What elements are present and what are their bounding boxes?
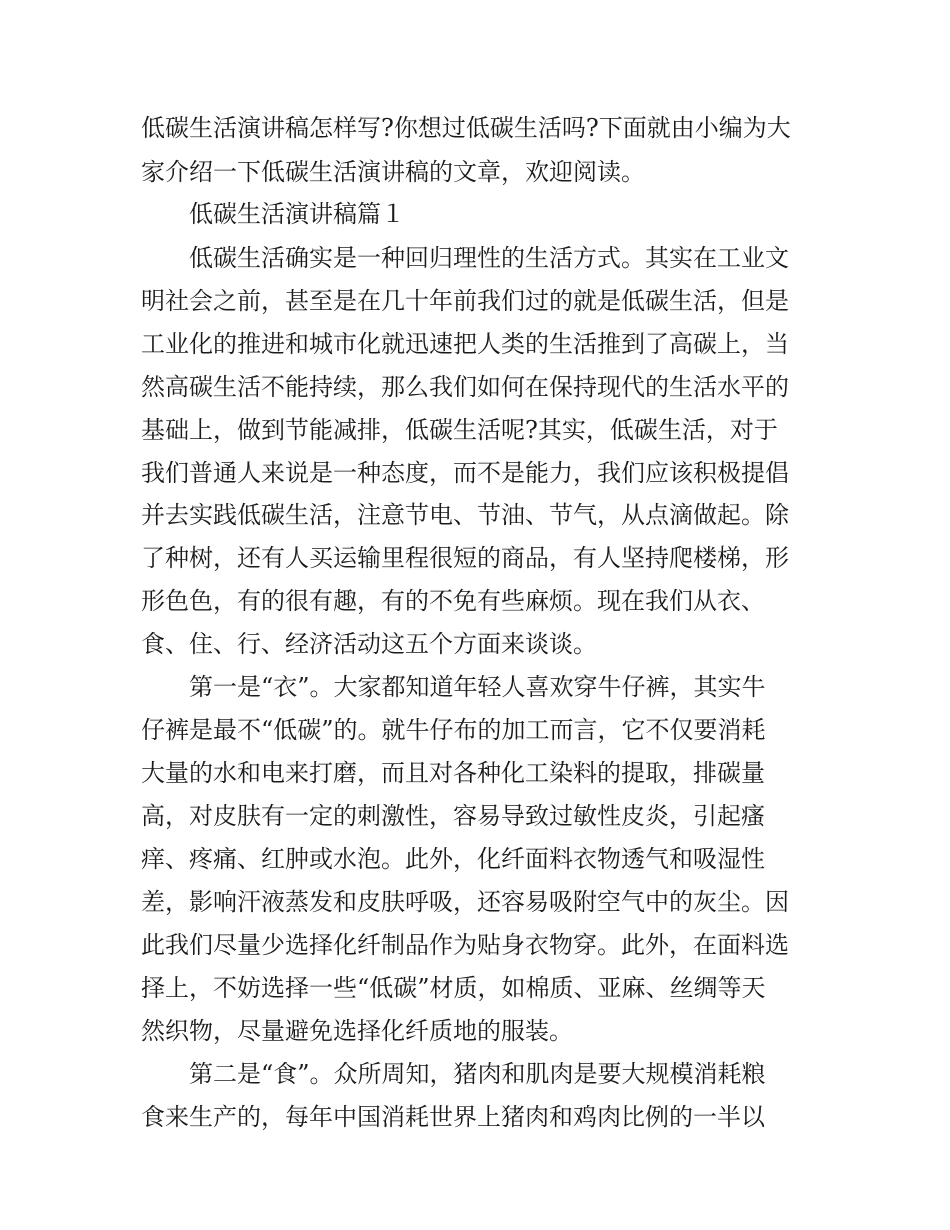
text-line — [0, 798, 950, 834]
line-text: 低碳生活确实是一种回归理性的生活方式。其实在工业文 — [189, 244, 789, 272]
line-text: 基础上，做到节能减排，低碳生活呢?其实，低碳生活，对于 — [141, 416, 778, 444]
text-line — [0, 669, 950, 705]
text-line — [0, 755, 950, 791]
text-line — [0, 1099, 950, 1135]
line-text: 择上，不妨选择一些“低碳”材质，如棉质、亚麻、丝绸等天 — [141, 974, 766, 1002]
text-line — [0, 1013, 950, 1049]
line-text: 然织物，尽量避免选择化纤质地的服装。 — [141, 1017, 573, 1045]
text-line — [0, 626, 950, 662]
line-text: 明社会之前，甚至是在几十年前我们过的就是低碳生活，但是 — [141, 287, 789, 315]
line-text: 低碳生活演讲稿怎样写?你想过低碳生活吗?下面就由小编为大 — [141, 114, 791, 142]
line-text: 了种树，还有人买运输里程很短的商品，有人坚持爬楼梯，形 — [141, 544, 789, 572]
line-text: 并去实践低碳生活，注意节电、节油、节气，从点滴做起。除 — [141, 501, 789, 529]
line-text: 工业化的推进和城市化就迅速把人类的生活推到了高碳上，当 — [141, 330, 789, 358]
text-line — [0, 110, 950, 146]
line-text: 高，对皮肤有一定的刺激性，容易导致过敏性皮炎，引起瘙 — [141, 802, 765, 830]
text-line — [0, 540, 950, 576]
line-text: 第二是“食”。众所周知，猪肉和肌肉是要大规模消耗粮 — [189, 1060, 766, 1088]
text-line — [0, 283, 950, 319]
line-text: 此我们尽量少选择化纤制品作为贴身衣物穿。此外，在面料选 — [141, 931, 789, 959]
line-text: 我们普通人来说是一种态度，而不是能力，我们应该积极提倡 — [141, 459, 789, 487]
text-line — [0, 841, 950, 877]
line-text: 第一是“衣”。大家都知道年轻人喜欢穿牛仔裤，其实牛 — [189, 673, 766, 701]
text-line — [0, 927, 950, 963]
text-line — [0, 970, 950, 1006]
line-text: 食来生产的，每年中国消耗世界上猪肉和鸡肉比例的一半以 — [141, 1103, 765, 1131]
line-text: 食、住、行、经济活动这五个方面来谈谈。 — [141, 630, 597, 658]
line-text: 差，影响汗液蒸发和皮肤呼吸，还容易吸附空气中的灰尘。因 — [141, 888, 789, 916]
section-heading — [0, 196, 950, 232]
heading-text: 低碳生活演讲稿篇１ — [189, 200, 405, 228]
text-line — [0, 884, 950, 920]
line-text: 痒、疼痛、红肿或水泡。此外，化纤面料衣物透气和吸湿性 — [141, 845, 765, 873]
text-line — [0, 497, 950, 533]
line-text: 然高碳生活不能持续，那么我们如何在保持现代的生活水平的 — [141, 373, 789, 401]
text-line — [0, 369, 950, 405]
text-line — [0, 1056, 950, 1092]
text-line — [0, 583, 950, 619]
text-line — [0, 412, 950, 448]
line-text: 仔裤是最不“低碳”的。就牛仔布的加工而言，它不仅要消耗 — [141, 716, 766, 744]
text-line — [0, 455, 950, 491]
line-text: 家介绍一下低碳生活演讲稿的文章，欢迎阅读。 — [141, 158, 645, 186]
text-line — [0, 154, 950, 190]
text-line — [0, 712, 950, 748]
line-text: 大量的水和电来打磨，而且对各种化工染料的提取，排碳量 — [141, 759, 765, 787]
line-text: 形色色，有的很有趣，有的不免有些麻烦。现在我们从衣、 — [141, 587, 765, 615]
text-line — [0, 240, 950, 276]
text-line — [0, 326, 950, 362]
